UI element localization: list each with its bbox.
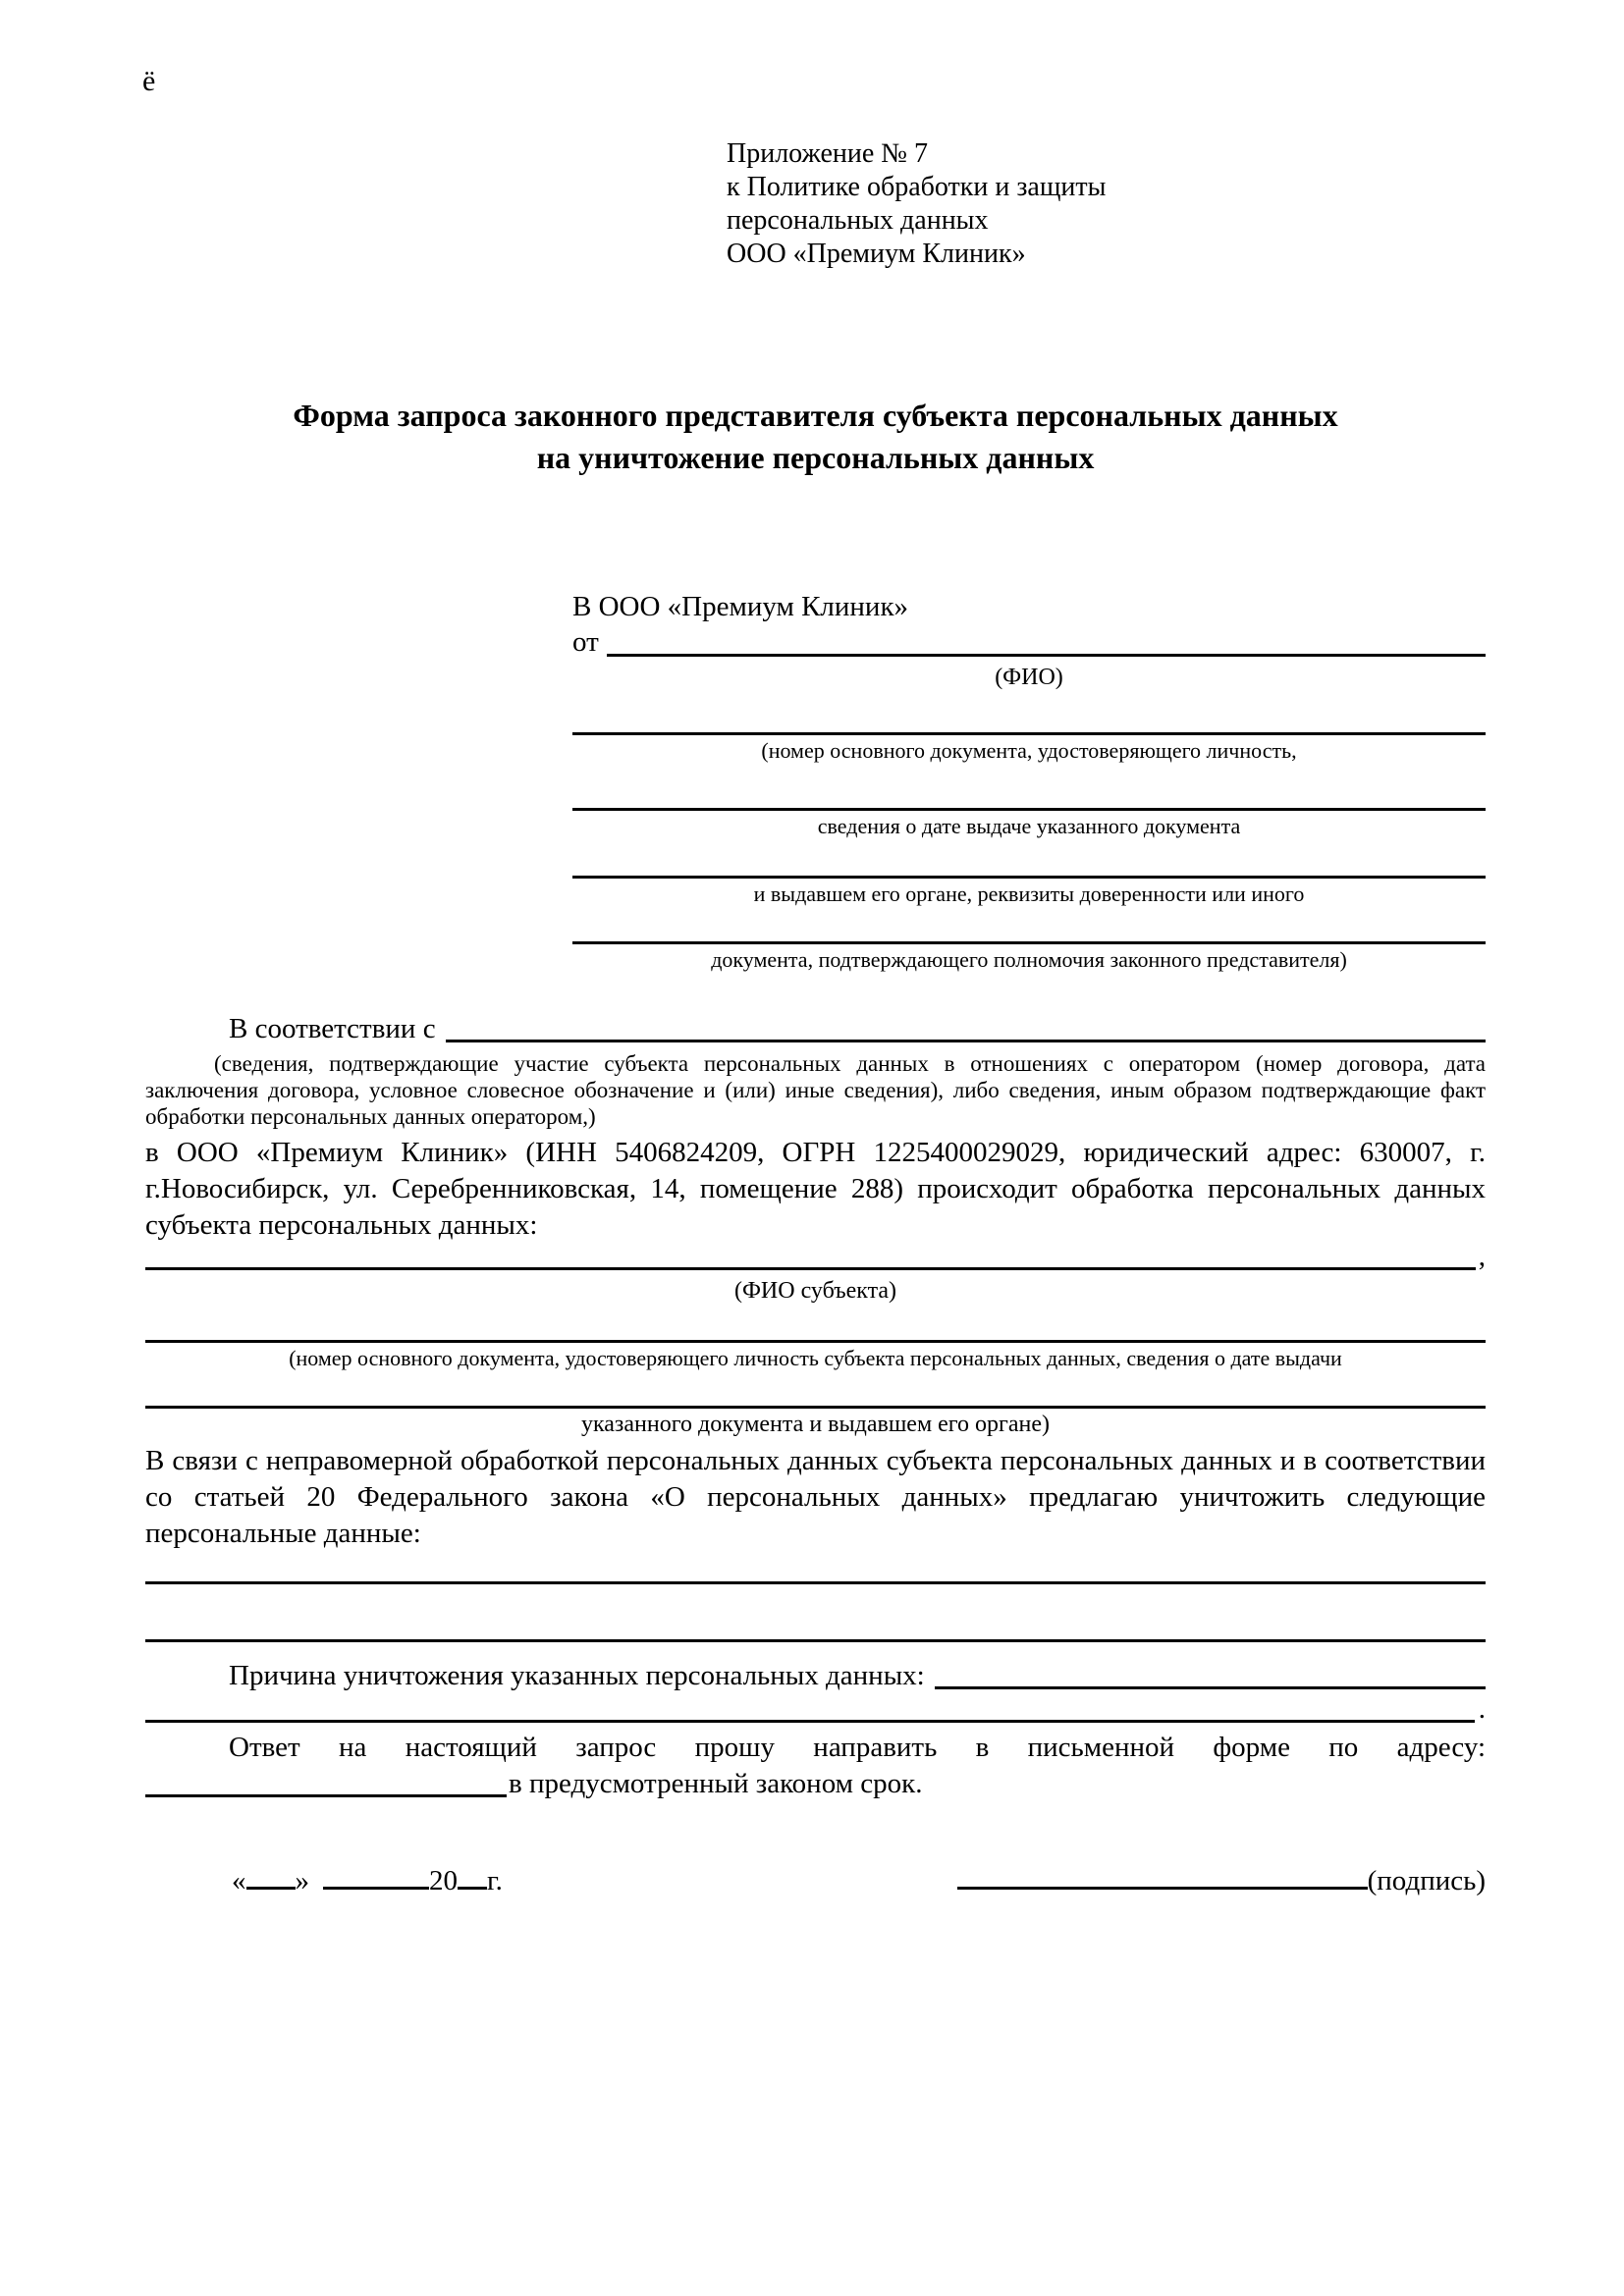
reason-row [145,1658,1486,1694]
according-note: (сведения, подтверждающие участие субъекта персональных данных в отношениях с оператором (номер договора, дата заключения договора, условное словесное обозначение и (или) иные сведения), либо сведения, иным образом подтверждающие факт обработки персональных данных оператором,) [145,1051,1486,1129]
authority-doc-caption: документа, подтверждающего полномочия законного представителя) [711,947,1347,972]
doc-issue-date-caption: сведения о дате выдаче указанного документа [817,814,1241,838]
date-close-quote: » [295,1865,309,1896]
appendix-line: Приложение № 7 [727,138,928,169]
from-label: от [572,626,599,658]
fio-caption: (ФИО) [995,665,1063,690]
stray-char: ё [142,65,156,97]
date-group [232,1858,503,1897]
addressee-block [572,589,1486,972]
authority-doc-blank-field[interactable] [572,912,1486,944]
reason-continuation-row [145,1694,1486,1728]
year-suffix: г. [487,1865,503,1896]
signature-caption: (подпись) [1367,1865,1486,1896]
subject-fio-row [145,1241,1486,1275]
appendix-line: персональных данных [727,205,989,236]
answer-address-blank-field[interactable] [145,1766,507,1797]
comma-after-line: , [1478,1241,1486,1272]
period-after-line: . [1478,1693,1486,1725]
representative-doc-blank-field[interactable] [572,691,1486,735]
date-month-blank-field[interactable] [323,1858,429,1890]
document-title-line: на уничтожение персональных данных [536,440,1095,475]
reason-blank-field-2[interactable] [145,1694,1475,1723]
document-title-line: Форма запроса законного представителя субъекта персональных данных [293,398,1338,433]
subject-fio-blank-field[interactable] [145,1244,1476,1270]
issuing-authority-blank-field[interactable] [572,844,1486,879]
reason-blank-field[interactable] [935,1658,1486,1689]
subject-doc-blank-field[interactable] [145,1305,1486,1343]
signature-group [957,1858,1486,1897]
answer-address-row [145,1766,1486,1802]
data-to-destroy-blank-field-2[interactable] [145,1584,1486,1642]
according-label: В соответствии с [229,1013,436,1044]
reason-label: Причина уничтожения указанных персональных данных: [229,1660,925,1691]
representative-doc-caption: (номер основного документа, удостоверяющего личность, [761,738,1297,763]
addressee-from-row [572,624,1486,662]
doc-issue-date-blank-field[interactable] [572,769,1486,811]
document-title [145,395,1486,479]
according-row [145,1011,1486,1047]
request-paragraph: В связи с неправомерной обработкой персональных данных субъекта персональных данных и в соответствии со статьей 20 Федерального закона «О персональных данных» предлагаю уничтожить следующие персональные данные: [145,1445,1486,1549]
date-open-quote: « [232,1865,246,1896]
subject-doc-caption-1: (номер основного документа, удостоверяющего личность субъекта персональных данных, сведения о дате выдачи [289,1346,1342,1370]
issuing-authority-caption: и выдавшем его органе, реквизиты доверенности или иного [753,881,1305,906]
subject-doc-issuer-blank-field[interactable] [145,1370,1486,1409]
document-body [145,1011,1486,1802]
addressee-to: В ООО «Премиум Клиник» [572,591,909,622]
date-year-blank-field[interactable] [458,1858,487,1890]
appendix-line: к Политике обработки и защиты [727,172,1107,202]
year-prefix: 20 [429,1865,458,1896]
according-blank-field[interactable] [446,1011,1486,1042]
answer-tail-text: в предусмотренный законом срок. [509,1768,923,1799]
fio-blank-field[interactable] [607,624,1486,657]
operator-paragraph: в ООО «Премиум Клиник» (ИНН 5406824209, ОГРН 1225400029029, юридический адрес: 630007, г. г.Новосибирск, ул. Серебренниковская, 14, помещение 288) происходит обработка персональных данных субъекта персональных данных: [145,1137,1486,1241]
answer-paragraph: Ответ на настоящий запрос прошу направить в письменной форме по адресу: [229,1732,1486,1763]
subject-doc-caption-2: указанного документа и выдавшем его органе) [580,1412,1051,1437]
subject-fio-caption: (ФИО субъекта) [733,1278,897,1304]
data-to-destroy-blank-field-1[interactable] [145,1552,1486,1584]
signature-blank-field[interactable] [957,1858,1368,1890]
appendix-line: ООО «Премиум Клиник» [727,239,1026,269]
appendix-header [727,137,1106,271]
signature-footer [145,1858,1486,1897]
date-day-blank-field[interactable] [246,1858,296,1890]
